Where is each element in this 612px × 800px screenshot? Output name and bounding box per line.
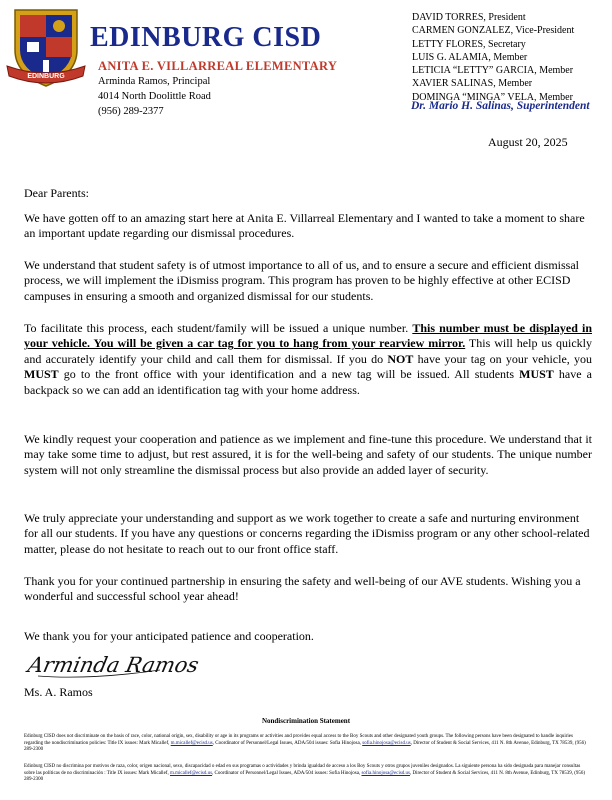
- crest-banner-text: EDINBURG: [27, 73, 65, 80]
- board-member: XAVIER SALINAS, Member: [412, 78, 533, 90]
- letter-date: August 20, 2025: [488, 135, 568, 149]
- paragraph-2: [24, 258, 592, 304]
- superintendent: Dr. Mario H. Salinas, Superintendent: [411, 100, 590, 112]
- nd-text: , Director of Student & Social Services, 411 N. 8th Avenue, Edinburg, TX 78539, (956) 289-2300: [24, 740, 586, 753]
- nd-text: , Director of Student & Social Services, 411 N. 8th Avenue, Edinburg, TX 78539, (956) 289-2300: [24, 770, 586, 783]
- nondiscrimination-spanish: [24, 764, 592, 784]
- paragraph-4: [24, 432, 592, 478]
- paragraph-2-text: We understand that student safety is of utmost importance to all of us, and to ensure a secure and efficient dismissal process, we will implement the iDismiss program. This program has proven to be highly effective at other ECISD campuses in ensuring a smooth and organized dismissal for our students.: [24, 258, 579, 303]
- board-member: DAVID TORRES, President: [412, 12, 526, 23]
- district-crest-logo: [7, 6, 85, 92]
- board-member: CARMEN GONZALEZ, Vice-President: [412, 25, 575, 37]
- board-member: LETICIA “LETTY” GARCIA, Member: [412, 65, 574, 77]
- email-link[interactable]: sofia.hinojosa@ecisd.us: [361, 770, 410, 776]
- signer-name: Ms. A. Ramos: [24, 685, 93, 699]
- principal-name: Arminda Ramos, Principal: [98, 76, 211, 87]
- board-member: LETTY FLORES, Secretary: [412, 38, 526, 50]
- p3-text: have a backpack so we can add an identification tag with your home address.: [24, 367, 592, 397]
- paragraph-6-text: Thank you for your continued partnership in ensuring the safety and well-being of our AVE students. Wishing you a wonderful and successful school year ahead!: [24, 574, 581, 604]
- paragraph-5-text: We truly appreciate your understanding and support as we work together to create a safe and nurturing environment for all our students. If you have any questions or concerns regarding the iDismiss program or any other school-related matter, please do not hesitate to reach out to our front office staff.: [24, 511, 590, 556]
- p3-not: NOT: [387, 351, 414, 366]
- p3-text: have your tag on your vehicle, you: [413, 351, 593, 366]
- paragraph-1: [24, 211, 592, 242]
- p3-must: MUST: [24, 367, 59, 382]
- p3-text: To facilitate this process, each student/family will be issued a unique number.: [24, 321, 413, 335]
- board-list: [412, 11, 574, 104]
- nd-text: , Coordinator of Personnel/Legal Issues, ADA/504 issues: Sofia Hinojosa,: [212, 770, 362, 776]
- salutation: Dear Parents:: [24, 186, 89, 200]
- nd-text: Edinburg CISD does not discriminate on the basis of race, color, national origin, sex, disability or age in its programs or activities and provides equal access to the Boy Scouts and other designated youth groups. The following persons have been designated to handle inquiries regarding the nondiscrimination policies: Title IX issues: Mark Micallef,: [24, 734, 573, 746]
- district-name: EDINBURG CISD: [90, 22, 322, 53]
- school-address: 4014 North Doolittle Road: [98, 91, 211, 102]
- p3-text: go to the front office with your identification and a new tag will be issued. All students: [58, 367, 520, 382]
- paragraph-6: [24, 574, 592, 605]
- handwritten-signature: [25, 648, 201, 682]
- email-link[interactable]: m.micallef@ecisd.us: [170, 740, 213, 746]
- p3-text: This will help us quickly and accurately identify your child and call them for dismissal. If you do: [24, 336, 593, 366]
- nondiscrimination-english: [24, 734, 592, 754]
- signature-text: Arminda Ramos: [25, 653, 201, 678]
- nd-text: , Coordinator of Personnel/Legal Issues, ADA/504 issues: Sofia Hinojosa,: [212, 740, 363, 746]
- school-name: ANITA E. VILLARREAL ELEMENTARY: [98, 59, 338, 73]
- paragraph-3: [24, 321, 592, 398]
- email-link[interactable]: sofia.hinojosa@ecisd.us: [362, 740, 411, 746]
- board-member: LUIS G. ALAMIA, Member: [412, 51, 528, 63]
- nondiscrimination-title: Nondiscrimination Statement: [261, 717, 351, 725]
- paragraph-5: [24, 511, 592, 557]
- closing-line: We thank you for your anticipated patience and cooperation.: [24, 629, 314, 643]
- paragraph-1-text: We have gotten off to an amazing start here at Anita E. Villarreal Elementary and I wanted to take a moment to share an important update regarding our dismissal procedures.: [24, 211, 585, 241]
- school-phone: (956) 289-2377: [98, 106, 164, 117]
- paragraph-4-text: We kindly request your cooperation and patience as we implement and fine-tune this procedure. We understand that it may take some time to adjust, but rest assured, it is for the well-being and safety of our students. The unique number system will not only streamline the dismissal process but also provide an added layer of security.: [24, 432, 592, 477]
- board-member: DOMINGA “MINGA” VELA, Member: [412, 91, 573, 103]
- p3-must: MUST: [519, 367, 554, 382]
- email-link[interactable]: m.micallef@ecisd.us: [169, 770, 213, 776]
- p3-emphasis: This number must be displayed in your vehicle. You will be given a car tag for you to hang from your rearview mirror.: [24, 321, 592, 351]
- nd-text: Edinburg CISD no discrimina por motivos de raza, color, origen nacional, sexo, discapacidad o edad en sus programas o actividades y brinda igualdad de acceso a los Boy Scouts y otros grupos juveniles designados. La siguiente persona ha sido designada para manejar consultas sobre las políticas de no discriminación : Title IX issues: Mark Micallef,: [24, 764, 581, 776]
